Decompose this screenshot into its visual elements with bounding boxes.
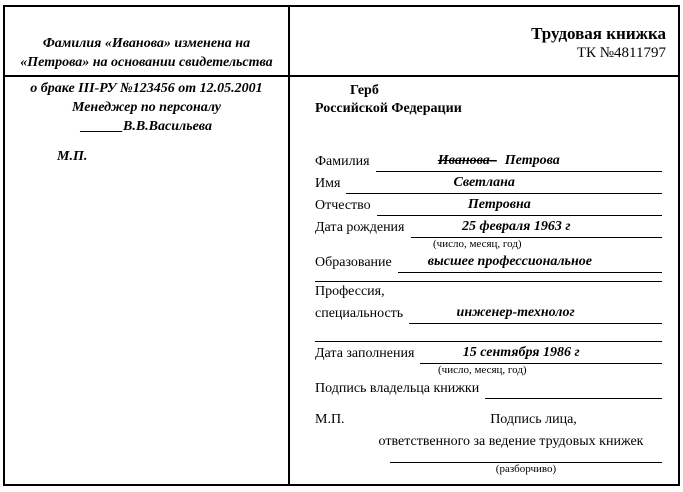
- surname-label: Фамилия: [315, 154, 370, 169]
- amendment-note-line: о браке III-РУ №123456 от 12.05.2001: [30, 81, 263, 96]
- profession-row: [315, 302, 662, 324]
- first-name-label: Имя: [315, 176, 341, 191]
- document-header: [290, 7, 678, 77]
- spacer: [315, 324, 662, 333]
- birth-date-caption: (число, месяц, год): [433, 238, 522, 250]
- owner-signature-row: [315, 377, 662, 399]
- first-name-value: Светлана: [453, 175, 515, 190]
- patronymic-field[interactable]: [377, 195, 662, 216]
- amendment-note-bottom: [5, 77, 290, 484]
- stamp-mark-left: М.П.: [57, 149, 88, 164]
- surname-old-value: Иванова–: [437, 153, 497, 168]
- fill-date-value: 15 сентября 1986 г: [462, 345, 580, 360]
- document-number: ТК №4811797: [576, 45, 666, 61]
- surname-value: Петрова: [504, 153, 560, 168]
- birth-date-row: [315, 216, 662, 238]
- form-area: [290, 77, 678, 484]
- hr-signature: [5, 117, 288, 136]
- education-row: [315, 251, 662, 273]
- education-label: Образование: [315, 255, 392, 270]
- work-record-book-title-page: [3, 5, 680, 486]
- patronymic-label: Отчество: [315, 198, 371, 213]
- profession-value: инженер-технолог: [456, 305, 575, 320]
- owner-signature-label: Подпись владельца книжки: [315, 381, 480, 396]
- document-title: Трудовая книжка: [531, 24, 666, 43]
- legible-caption: (разборчиво): [495, 463, 557, 475]
- first-name-field[interactable]: [346, 173, 662, 194]
- owner-signature-field[interactable]: [485, 398, 662, 399]
- profession-field[interactable]: [409, 303, 662, 324]
- birth-date-field[interactable]: [411, 217, 663, 238]
- birth-date-label: Дата рождения: [315, 220, 405, 235]
- first-name-row: [315, 172, 662, 194]
- emblem-caption: [315, 82, 662, 118]
- amendment-note-line: Менеджер по персоналу: [71, 100, 222, 115]
- education-extra-line[interactable]: [315, 273, 662, 282]
- official-signature-line1: Подпись лица,: [490, 412, 577, 427]
- signature-name: В.В.Васильева: [123, 119, 212, 134]
- official-signature-row: [315, 409, 662, 431]
- official-signature-field[interactable]: [390, 453, 662, 463]
- patronymic-row: [315, 194, 662, 216]
- amendment-note-line: «Петрова» на основании свидетельства: [20, 55, 273, 70]
- surname-field[interactable]: [376, 151, 662, 172]
- fill-date-row: [315, 342, 662, 364]
- profession-label-line1: Профессия,: [315, 284, 385, 299]
- education-field[interactable]: [398, 252, 662, 273]
- amendment-note-top: [5, 7, 290, 77]
- stamp-mark-right: М.П.: [315, 412, 345, 427]
- surname-row: [315, 150, 662, 172]
- emblem-line: Герб: [350, 83, 379, 98]
- fill-date-caption: (число, месяц, год): [438, 364, 527, 376]
- emblem-line: Российской Федерации: [315, 101, 462, 116]
- profession-extra-line[interactable]: [315, 333, 662, 342]
- fill-date-label: Дата заполнения: [315, 346, 415, 361]
- birth-date-value: 25 февраля 1963 г: [461, 219, 571, 234]
- signature-line: ______: [81, 119, 123, 134]
- amendment-note-line: Фамилия «Иванова» изменена на: [42, 36, 251, 51]
- fill-date-field[interactable]: [420, 343, 662, 364]
- patronymic-value: Петровна: [467, 197, 531, 212]
- education-value: высшее профессиональное: [427, 254, 592, 269]
- official-signature-line2: ответственного за ведение трудовых книжек: [378, 434, 644, 449]
- profession-label-line2: специальность: [315, 306, 404, 321]
